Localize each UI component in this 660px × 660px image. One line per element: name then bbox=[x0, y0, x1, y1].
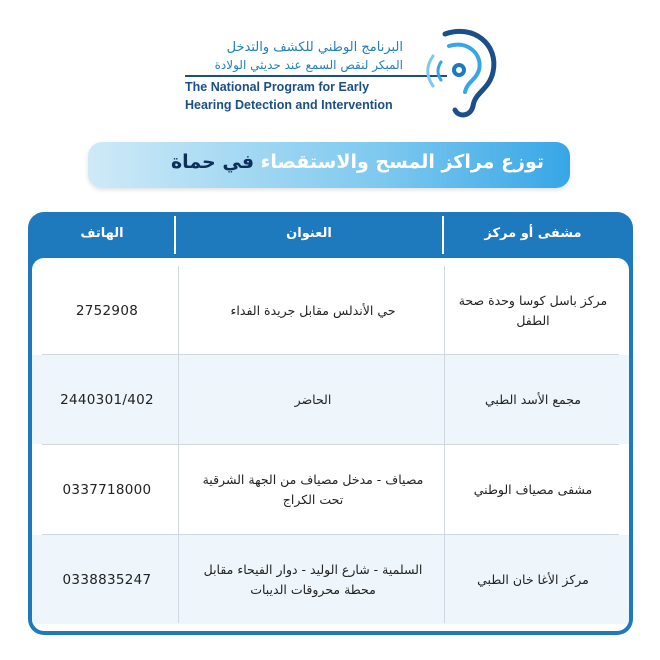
ear-icon bbox=[415, 22, 505, 122]
table-row bbox=[32, 355, 629, 444]
table-row bbox=[32, 445, 629, 534]
header-center: مشفى أو مركز bbox=[484, 226, 582, 241]
centers-table bbox=[28, 212, 633, 635]
cell-address: مصياف - مدخل مصياف من الجهة الشرقية تحت الكراج bbox=[202, 471, 424, 507]
title-banner bbox=[88, 142, 570, 188]
logo-arabic-line1: البرنامج الوطني للكشف والتدخل bbox=[226, 40, 403, 55]
cell-center: مركز الأغا خان الطبي bbox=[477, 571, 589, 587]
title-city: في حماة bbox=[170, 151, 255, 173]
table-row bbox=[32, 535, 629, 624]
cell-address: الحاضر bbox=[294, 391, 332, 407]
cell-address: السلمية - شارع الوليد - دوار الفيحاء مقابل محطة محروقات الديبات bbox=[203, 561, 423, 597]
logo-divider bbox=[185, 75, 447, 77]
table-row bbox=[32, 266, 629, 355]
table-body bbox=[32, 258, 629, 631]
cell-phone: 2440301/402 bbox=[60, 391, 154, 408]
program-logo bbox=[175, 22, 495, 122]
cell-center: مركز باسل كوسا وحدة صحة الطفل bbox=[458, 292, 608, 328]
header-phone: الهاتف bbox=[80, 226, 124, 241]
cell-address: حي الأندلس مقابل جريدة الفداء bbox=[230, 302, 396, 318]
logo-english-line2: Hearing Detection and Intervention bbox=[185, 98, 393, 112]
cell-center: مجمع الأسد الطبي bbox=[485, 391, 581, 407]
cell-phone: 2752908 bbox=[75, 302, 139, 319]
header-separator bbox=[442, 216, 444, 254]
page-title bbox=[171, 151, 544, 173]
cell-center: مشفى مصياف الوطني bbox=[473, 481, 593, 497]
column-divider bbox=[178, 266, 179, 623]
logo-arabic-line2: المبكر لنقص السمع عند حديثي الولادة bbox=[214, 58, 403, 72]
title-main: توزع مراكز المسح والاستقصاء bbox=[260, 151, 544, 173]
cell-phone: 0338835247 bbox=[62, 571, 152, 588]
header-address: العنوان bbox=[286, 226, 332, 241]
logo-english-line1: The National Program for Early bbox=[185, 80, 370, 94]
cell-phone: 0337718000 bbox=[62, 481, 152, 498]
header-separator bbox=[174, 216, 176, 254]
column-divider bbox=[444, 266, 445, 623]
